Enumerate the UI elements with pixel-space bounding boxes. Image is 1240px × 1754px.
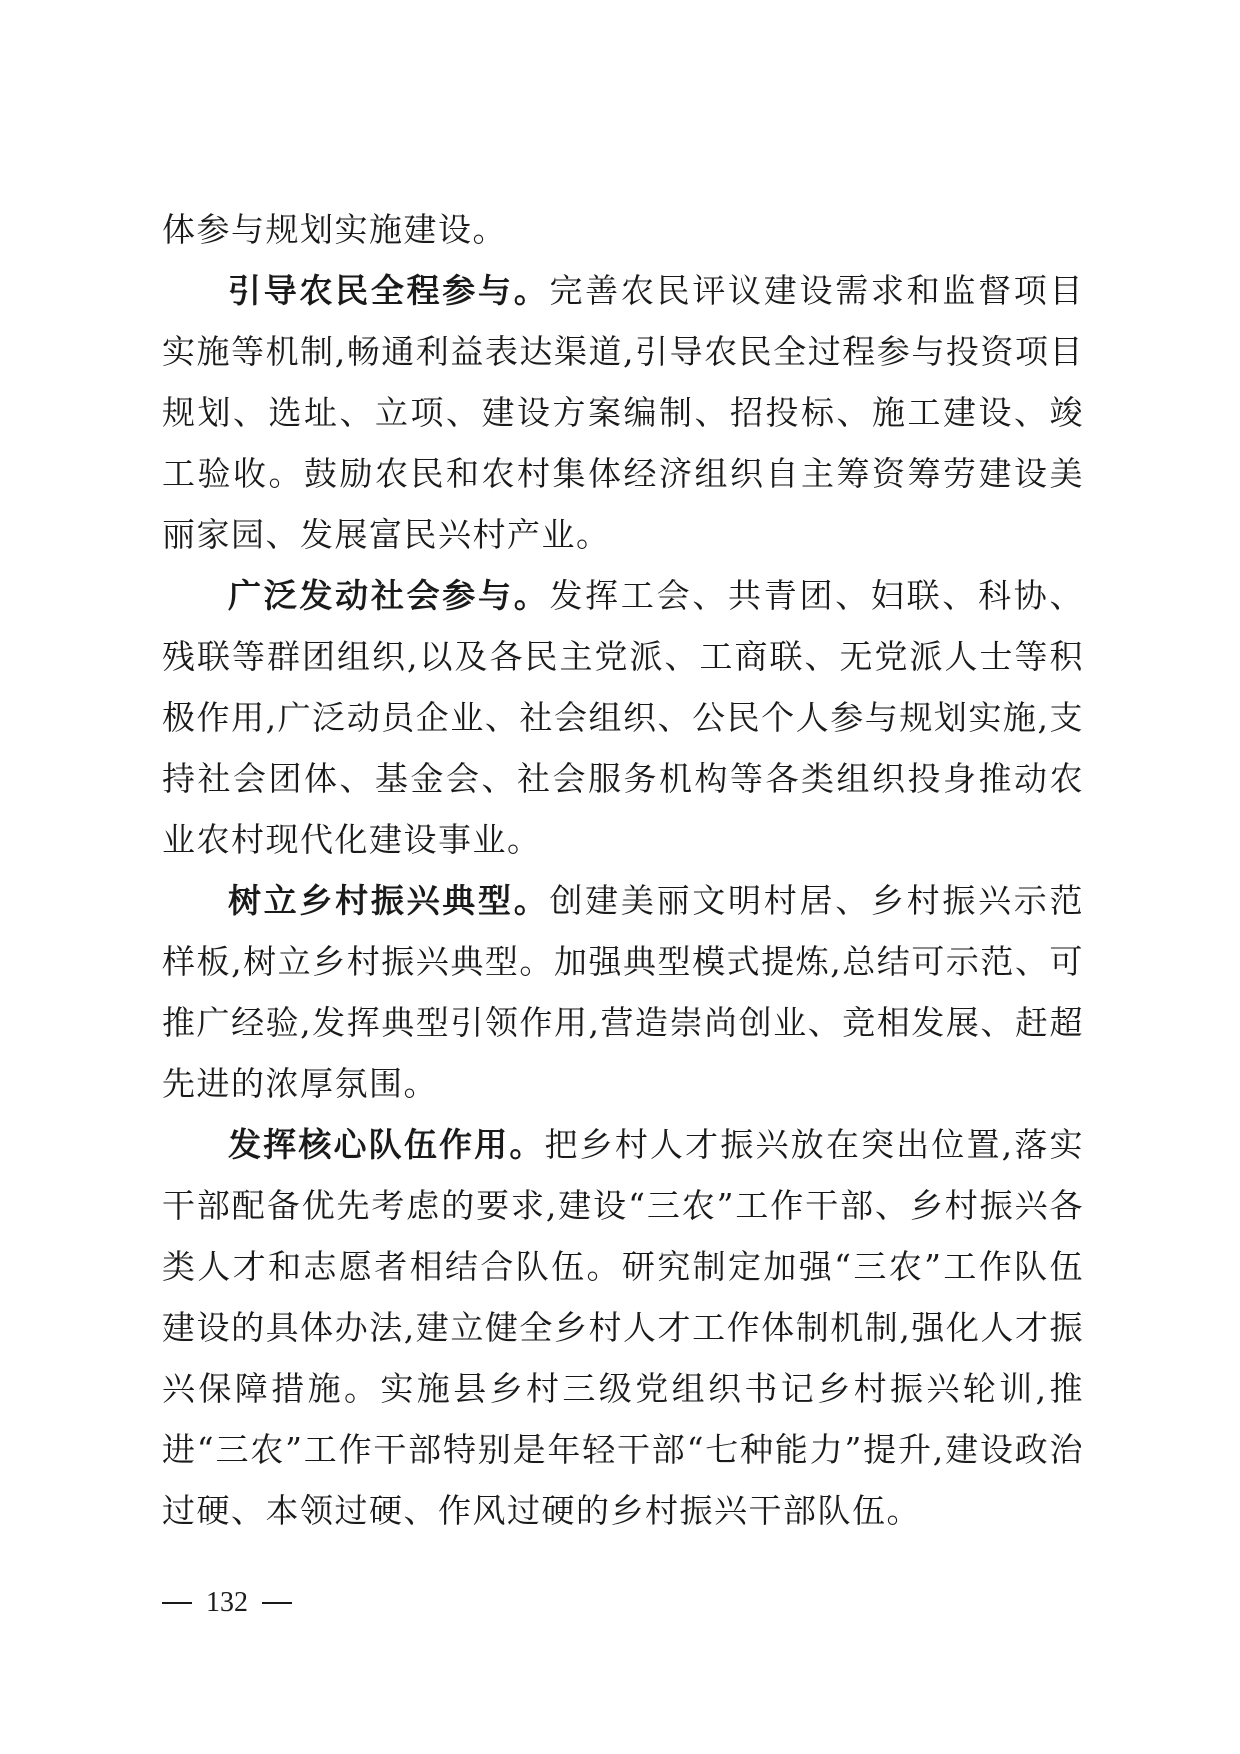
paragraph-typical-models — [162, 870, 1084, 1114]
paragraph-heading: 广泛发动社会参与。 — [228, 576, 550, 615]
page-footer — [162, 1583, 292, 1623]
footer-dash-right — [262, 1602, 292, 1604]
paragraph-text: 把乡村人才振兴放在突出位置,落实干部配备优先考虑的要求,建设“三农”工作干部、乡村振兴各类人才和志愿者相结合队伍。研究制定加强“三农”工作队伍建设的具体办法,建立健全乡村人才工作体制机制,强化人才振兴保障措施。实施县乡村三级党组织书记乡村振兴轮训,推进“三农”工作干部特别是年轻干部“七种能力”提升,建设政治过硬、本领过硬、作风过硬的乡村振兴干部队伍。 — [162, 1125, 1084, 1530]
paragraph-text: 体参与规划实施建设。 — [162, 210, 507, 249]
paragraph-text: 完善农民评议建设需求和监督项目实施等机制,畅通利益表达渠道,引导农民全过程参与投资项目规划、选址、立项、建设方案编制、招投标、施工建设、竣工验收。鼓励农民和农村集体经济组织自主筹资筹劳建设美丽家园、发展富民兴村产业。 — [162, 271, 1085, 554]
paragraph-text: 发挥工会、共青团、妇联、科协、残联等群团组织,以及各民主党派、工商联、无党派人士等积极作用,广泛动员企业、社会组织、公民个人参与规划实施,支持社会团体、基金会、社会服务机构等各类组织投身推动农业农村现代化建设事业。 — [162, 576, 1085, 859]
paragraph-farmer-participation — [162, 260, 1084, 565]
paragraph-heading: 引导农民全程参与。 — [228, 271, 550, 310]
paragraph-core-team — [162, 1114, 1084, 1541]
paragraph-heading: 树立乡村振兴典型。 — [228, 881, 550, 920]
page-number: 132 — [206, 1587, 248, 1618]
paragraph-heading: 发挥核心队伍作用。 — [228, 1125, 545, 1164]
paragraph-text: 创建美丽文明村居、乡村振兴示范样板,树立乡村振兴典型。加强典型模式提炼,总结可示范、可推广经验,发挥典型引领作用,营造崇尚创业、竞相发展、赶超先进的浓厚氛围。 — [162, 881, 1085, 1103]
paragraph-social-participation — [162, 565, 1084, 870]
paragraph-continuation — [162, 199, 1084, 260]
footer-dash-left — [162, 1602, 192, 1604]
document-body — [162, 199, 1084, 1541]
